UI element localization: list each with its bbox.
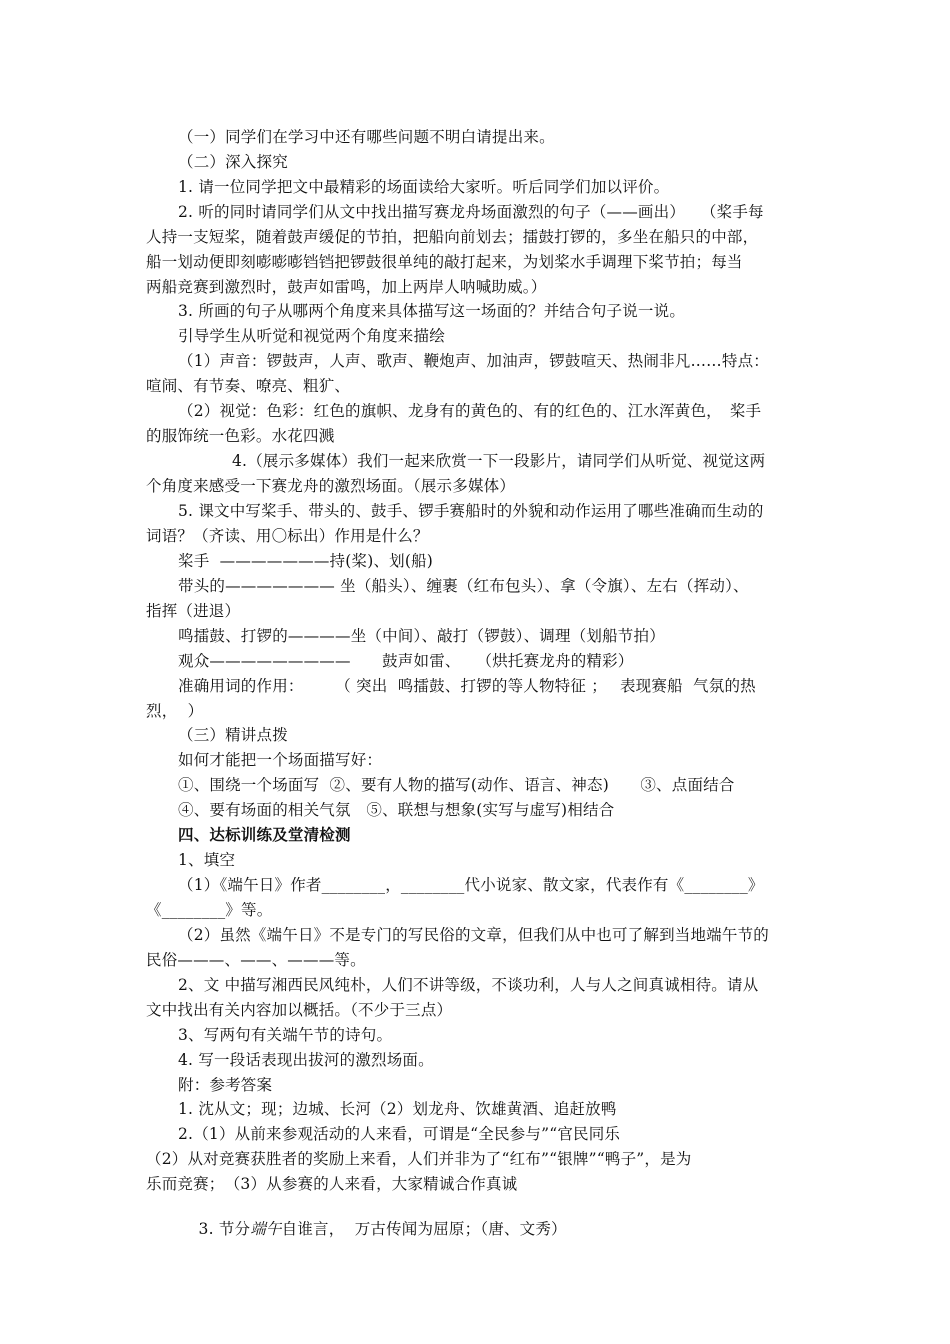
text-line: 鸣擂鼓、打锣的————坐（中间）、敲打（锣鼓）、调理（划船节拍） [178,627,665,645]
text-line: 引导学生从听觉和视觉两个角度来描绘 [178,327,445,345]
italic-term: 端午 [250,1220,282,1238]
text-line: 4.（展示多媒体）我们一起来欣赏一下一段影片，请同学们从听觉、视觉这两 [232,452,766,470]
text-line: 个角度来感受一下赛龙舟的激烈场面。（展示多媒体） [146,477,516,495]
text-line: 1. 请一位同学把文中最精彩的场面读给大家听。听后同学们加以评价。 [178,178,670,196]
text-line: 5. 课文中写桨手、带头的、鼓手、锣手赛船时的外貌和动作运用了哪些准确而生动的 [178,502,764,520]
text-line: 2、文 中描写湘西民风纯朴，人们不讲等级，不谈功利，人与人之间真诚相待。请从 [178,976,759,994]
text-line: （1）《端午日》作者________，________代小说家、散文家，代表作有《________》 [178,876,764,894]
text-line: 词语？（齐读、用〇标出）作用是什么？ [146,527,429,545]
text-line: （一）同学们在学习中还有哪些问题不明白请提出来。 [178,128,555,146]
text-segment: 自谁言， 万古传闻为屈原；（唐、文秀） [281,1220,567,1238]
text-line: 2.（1）从前来参观活动的人来看，可谓是“全民参与”“官民同乐 [178,1125,621,1143]
text-line: 指挥（进退） [146,602,241,620]
text-line: ①、围绕一个场面写 ②、要有人物的描写(动作、语言、神态) ③、点面结合 [178,776,735,794]
text-segment: 3. 节分 [198,1220,251,1238]
text-line: 烈， ） [146,702,204,720]
text-line: 文中找出有关内容加以概括。（不少于三点） [146,1001,453,1019]
text-line: 乐而竞赛； （3）从参赛的人来看，大家精诚合作真诚 [146,1175,518,1193]
text-line: 3、写两句有关端午节的诗句。 [178,1026,393,1044]
section-heading: （三）精讲点拨 [178,726,288,744]
text-line: 4. 写一段话表现出拔河的激烈场面。 [178,1051,434,1069]
text-line: 带头的——————— 坐（船头）、缠裹（红布包头）、拿（令旗）、左右（挥动）、 [178,577,749,595]
text-line: 船一划动便即刻嘭嘭嘭铛铛把锣鼓很单纯的敲打起来，为划桨水手调理下桨节拍；每当 [146,253,743,271]
text-line: （2）虽然《端午日》不是专门的写民俗的文章，但我们从中也可了解到当地端午节的 [178,926,769,944]
text-line: 1. 沈从文；现；边城、长河（2）划龙舟、饮雄黄酒、追赶放鸭 [178,1100,617,1118]
text-line: 桨手 ———————持(桨)、划(船) [178,552,434,570]
text-line: （1）声音：锣鼓声，人声、歌声、鞭炮声、加油声，锣鼓喧天、热闹非凡……特点： [178,352,769,370]
section-heading: （二）深入探究 [178,153,288,171]
text-line: 两船竞赛到激烈时，鼓声如雷鸣，加上两岸人呐喊助威。） [146,278,547,296]
text-line: 3. 所画的句子从哪两个角度来具体描写这一场面的？并结合句子说一说。 [178,302,686,320]
text-line: 1、填空 [178,851,236,869]
text-line: 人持一支短桨，随着鼓声缓促的节拍，把船向前划去；擂鼓打锣的，多坐在船只的中部， [146,228,759,246]
text-line: 观众————————— 鼓声如雷、 （烘托赛龙舟的精彩） [178,652,634,670]
text-line: 如何才能把一个场面描写好： [178,751,383,769]
text-line: （2）从对竞赛获胜者的奖励上来看，人们并非为了“红布”“银牌”“鸭子”，是为 [146,1150,692,1168]
text-line: 准确用词的作用： （ 突出 鸣擂鼓、打锣的等人物特征 ； 表现赛船 气氛的热 [178,677,756,695]
text-line [178,1199,848,1259]
text-line: 2. 听的同时请同学们从文中找出描写赛龙舟场面激烈的句子（——画出） （桨手每 [178,203,764,221]
text-line: ④、要有场面的相关气氛 ⑤、联想与想象(实写与虚写)相结合 [178,801,615,819]
text-line: 民俗———、——、———等。 [146,951,366,969]
text-line: 附：参考答案 [178,1076,273,1094]
section-heading: 四、达标训练及堂清检测 [178,825,351,844]
text-line: 喧闹、有节奏、嘹亮、粗犷、 [146,377,351,395]
text-line: （2）视觉：色彩：红色的旗帜、龙身有的黄色的、有的红色的、江水浑黄色， 桨手 [178,402,762,420]
text-line: 《________》等。 [146,901,273,919]
text-line: 的服饰统一色彩。水花四溅 [146,427,335,445]
